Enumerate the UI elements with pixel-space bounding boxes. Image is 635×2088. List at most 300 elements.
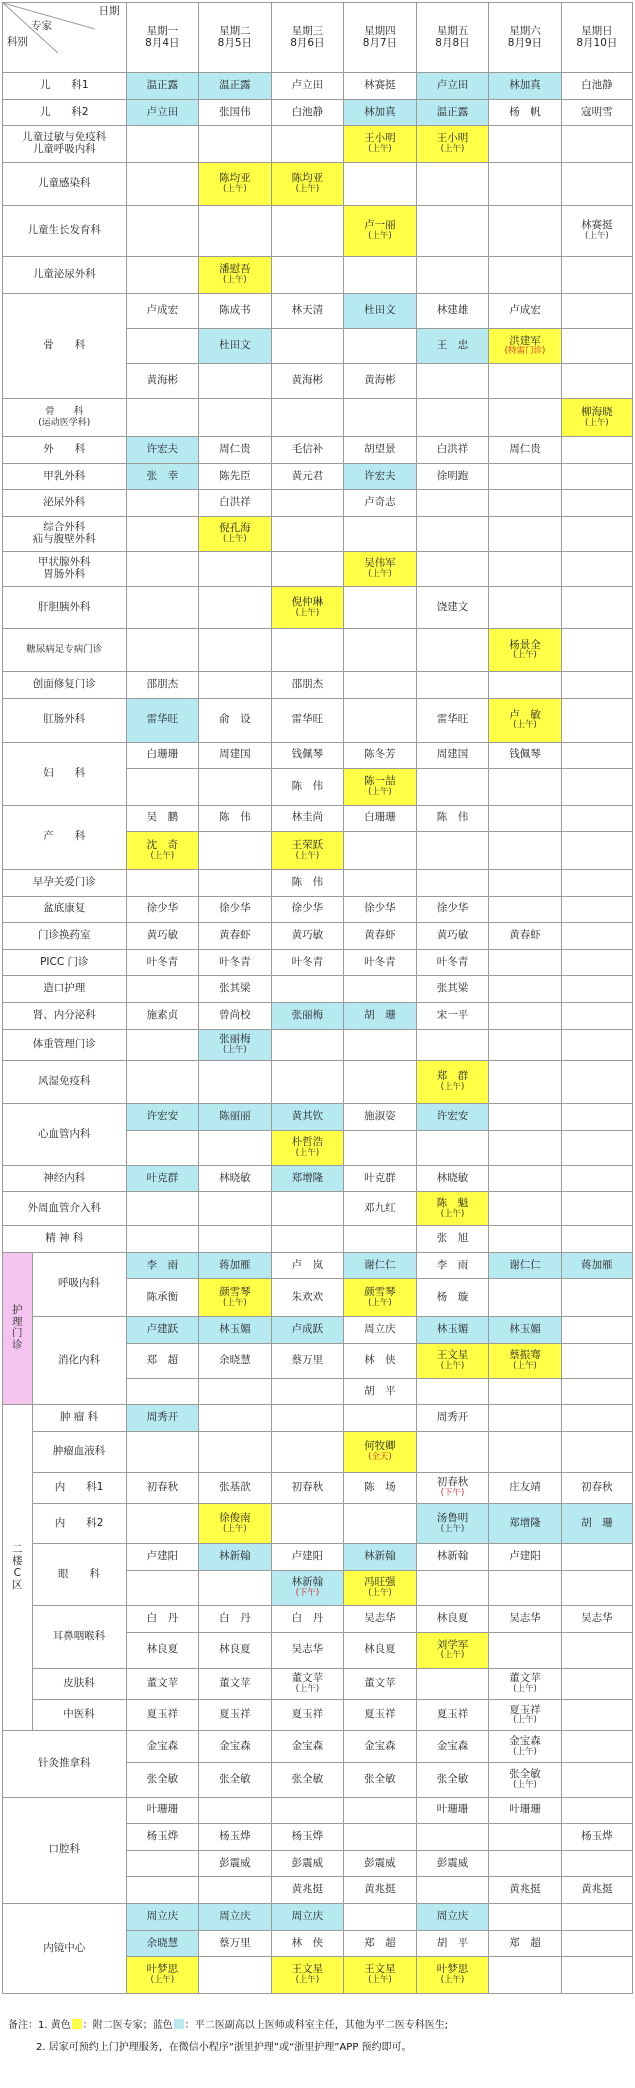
schedule-cell (344, 1570, 417, 1605)
schedule-cell (489, 1605, 562, 1632)
doctor-name: 温正露 (436, 105, 469, 118)
schedule-cell (344, 1544, 417, 1571)
dept-name-text: 妇 科 (43, 766, 86, 779)
schedule-cell (489, 742, 562, 769)
doctor-name: 黄春虾 (364, 929, 396, 942)
schedule-cell (199, 742, 272, 769)
dept-name-text: 内 科2 (54, 1516, 104, 1529)
dept-name (3, 206, 127, 256)
doctor-name: 林良夏 (364, 1643, 396, 1656)
schedule-cell (561, 629, 632, 672)
schedule-cell (489, 1632, 562, 1668)
schedule-cell (561, 1668, 632, 1699)
dept-name (3, 73, 127, 100)
schedule-cell (199, 1317, 272, 1344)
blue-swatch (174, 2019, 184, 2029)
schedule-cell (561, 1957, 632, 1994)
doctor-name: 林玉媚 (436, 1323, 469, 1335)
dept-name (3, 1903, 127, 1993)
schedule-row (3, 552, 633, 587)
schedule-cell (489, 1192, 562, 1226)
schedule-cell (126, 1378, 199, 1405)
doctor-name: 初春秋 (291, 1480, 324, 1493)
dept-name-text: 中医科 (63, 1708, 95, 1721)
group-label (3, 1252, 33, 1405)
dept-name-sub: 胃肠外科 (43, 568, 86, 581)
schedule-cell (199, 769, 272, 805)
schedule-cell (271, 672, 344, 699)
schedule-cell (561, 1632, 632, 1668)
schedule-cell (344, 1343, 417, 1378)
doctor-name: 黄兆挺 (291, 1883, 324, 1896)
schedule-cell (199, 869, 272, 896)
schedule-cell (561, 1431, 632, 1472)
schedule-cell (126, 1472, 199, 1503)
schedule-cell (489, 1903, 562, 1930)
doctor-name: 冯旺强 (364, 1576, 396, 1589)
doctor-name: 叶梦思 (146, 1963, 179, 1976)
schedule-cell (561, 1060, 632, 1103)
schedule-cell (344, 399, 417, 437)
schedule-cell (344, 552, 417, 587)
schedule-cell (561, 896, 632, 923)
schedule-cell (561, 1731, 632, 1762)
schedule-cell (344, 517, 417, 552)
schedule-cell (416, 517, 489, 552)
doctor-name: 汤鲁明 (436, 1511, 469, 1524)
doctor-name: 白 丹 (291, 1611, 324, 1624)
session-note: (上午) (513, 1779, 537, 1790)
doctor-name: 张 旭 (436, 1231, 469, 1244)
schedule-cell (126, 1343, 199, 1378)
day-header (199, 3, 272, 73)
schedule-cell (271, 437, 344, 464)
doctor-name: 白池静 (291, 105, 324, 118)
schedule-cell (489, 672, 562, 699)
dept-name (3, 587, 127, 629)
schedule-cell (271, 805, 344, 832)
schedule-cell (199, 1060, 272, 1103)
schedule-cell (489, 1544, 562, 1571)
session-note: (上午) (150, 850, 175, 861)
doctor-name: 黄巧敏 (436, 929, 469, 942)
session-note: (上午) (585, 417, 609, 428)
dept-name-text: 儿童过敏与免疫科 (22, 131, 107, 144)
dept-name-text: 针灸推拿科 (38, 1757, 91, 1770)
doctor-name: 胡望景 (364, 443, 396, 456)
doctor-name: 施淑姿 (364, 1110, 396, 1123)
schedule-cell (271, 1431, 344, 1472)
doctor-name: 谢仁仁 (509, 1258, 541, 1271)
doctor-name: 王文星 (291, 1963, 324, 1976)
dept-name (3, 1192, 127, 1226)
doctor-name: 徐少华 (364, 902, 396, 915)
schedule-cell (271, 1130, 344, 1165)
doctor-name: 卢建跃 (146, 1323, 179, 1335)
schedule-cell (199, 329, 272, 364)
schedule-cell (199, 699, 272, 742)
group-label (3, 1405, 33, 1731)
schedule-cell (416, 869, 489, 896)
schedule-cell (271, 1850, 344, 1877)
schedule-cell (416, 1957, 489, 1994)
schedule-row (3, 399, 633, 437)
doctor-name: 黄兆挺 (364, 1883, 396, 1896)
schedule-row (3, 1503, 633, 1544)
schedule-row (3, 206, 633, 256)
schedule-cell (416, 1002, 489, 1029)
schedule-cell (199, 552, 272, 587)
dept-name-text: 眼 科 (58, 1567, 101, 1580)
schedule-cell (344, 364, 417, 399)
schedule-cell (561, 1930, 632, 1957)
schedule-cell (416, 1252, 489, 1279)
schedule-row (3, 1192, 633, 1226)
doctor-name: 董文苹 (146, 1677, 179, 1690)
session-note: (上午) (440, 1523, 465, 1534)
doctor-name: 曾尚校 (219, 1008, 251, 1021)
dept-name-sub: 儿童呼吸内科 (32, 142, 96, 155)
schedule-cell (416, 949, 489, 976)
schedule-cell (344, 1762, 417, 1797)
dept-name (3, 463, 127, 490)
schedule-cell (416, 1378, 489, 1405)
doctor-name: 夏玉祥 (219, 1708, 251, 1721)
schedule-cell (271, 206, 344, 256)
session-note: (上午) (440, 1975, 465, 1986)
doctor-name: 许宏夫 (364, 469, 396, 482)
schedule-cell (271, 1570, 344, 1605)
session-note: (上午) (585, 230, 609, 241)
schedule-cell (561, 1850, 632, 1877)
schedule-cell (416, 1279, 489, 1317)
schedule-cell (416, 1605, 489, 1632)
schedule-cell (126, 1903, 199, 1930)
schedule-cell (126, 126, 199, 162)
header-corner (3, 3, 127, 73)
doctor-name: 毛信补 (291, 443, 324, 456)
schedule-cell (271, 1226, 344, 1253)
schedule-cell (489, 1002, 562, 1029)
day-name: 星期四 (364, 24, 396, 37)
schedule-cell (199, 517, 272, 552)
schedule-cell (416, 1029, 489, 1060)
doctor-name: 何牧卿 (364, 1440, 396, 1453)
schedule-cell (416, 1700, 489, 1731)
doctor-name: 董文苹 (291, 1672, 324, 1685)
doctor-name: 卢建阳 (146, 1550, 179, 1563)
session-note: (上午) (368, 1588, 392, 1599)
schedule-cell (126, 1165, 199, 1192)
doctor-name: 庄友靖 (509, 1480, 541, 1493)
doctor-name: 宋一平 (436, 1008, 469, 1021)
doctor-name: 陈均亚 (291, 172, 324, 185)
doctor-name: 叶冬青 (436, 955, 469, 968)
schedule-cell (489, 1957, 562, 1994)
doctor-name: 王文星 (436, 1349, 469, 1362)
schedule-cell (489, 517, 562, 552)
schedule-cell (126, 1279, 199, 1317)
dept-name-text: 精 神 科 (45, 1231, 84, 1244)
doctor-name: 郑增隆 (291, 1171, 324, 1184)
session-note: (上午) (295, 183, 320, 194)
dept-name (32, 1431, 126, 1472)
schedule-cell (489, 976, 562, 1003)
schedule-cell (416, 399, 489, 437)
schedule-cell (489, 587, 562, 629)
schedule-cell (561, 976, 632, 1003)
schedule-cell (199, 99, 272, 126)
doctor-name: 金宝森 (364, 1739, 396, 1752)
session-note: (上午) (440, 1650, 465, 1661)
schedule-cell (344, 99, 417, 126)
doctor-name: 叶克群 (364, 1171, 396, 1184)
schedule-cell (561, 1279, 632, 1317)
schedule-row (3, 1252, 633, 1279)
doctor-name: 陈先臣 (219, 469, 251, 482)
schedule-cell (199, 1226, 272, 1253)
schedule-cell (489, 1503, 562, 1544)
dept-name (32, 1544, 126, 1606)
schedule-cell (199, 1824, 272, 1851)
dept-name-text: 儿童生长发育科 (27, 223, 102, 236)
doctor-name: 白 丹 (146, 1611, 179, 1624)
dept-name-text: 创面修复门诊 (32, 678, 96, 691)
dept-name (3, 126, 127, 162)
schedule-cell (126, 769, 199, 805)
schedule-cell (126, 490, 199, 517)
dept-name (3, 552, 127, 587)
schedule-row (3, 463, 633, 490)
doctor-name: 卢成跃 (291, 1323, 324, 1335)
doctor-name: 余晓慧 (219, 1353, 251, 1366)
schedule-cell (344, 1605, 417, 1632)
session-note: (上午) (368, 569, 392, 580)
doctor-name: 陈成书 (219, 304, 251, 317)
schedule-cell (416, 99, 489, 126)
schedule-cell (561, 364, 632, 399)
doctor-name: 林玉媚 (219, 1323, 251, 1335)
doctor-name: 卢立田 (436, 78, 469, 91)
schedule-cell (126, 463, 199, 490)
schedule-cell (126, 162, 199, 205)
dept-name-text: 甲乳外科 (43, 469, 86, 482)
dept-name (3, 1797, 127, 1903)
doctor-name: 陈承衡 (146, 1290, 179, 1303)
yellow-swatch (72, 2019, 82, 2029)
schedule-cell (416, 1405, 489, 1432)
dept-name (3, 1002, 127, 1029)
session-note: (上午) (513, 650, 537, 661)
schedule-cell (489, 1165, 562, 1192)
schedule-cell (416, 769, 489, 805)
schedule-cell (416, 463, 489, 490)
doctor-name: 黄巧敏 (291, 929, 324, 942)
dept-name-text: 门诊换药室 (38, 929, 91, 942)
doctor-name: 白洪祥 (219, 496, 251, 509)
doctor-name: 金宝森 (219, 1739, 251, 1752)
dept-name (3, 1029, 127, 1060)
schedule-cell (271, 1029, 344, 1060)
schedule-row (3, 896, 633, 923)
schedule-cell (271, 1472, 344, 1503)
schedule-cell (561, 1903, 632, 1930)
schedule-cell (489, 1343, 562, 1378)
day-date: 8月6日 (290, 36, 325, 49)
schedule-cell (271, 1797, 344, 1824)
dept-name-text: 肛肠外科 (43, 713, 86, 726)
doctor-name: 李 雨 (146, 1258, 179, 1271)
schedule-cell (199, 256, 272, 294)
schedule-cell (344, 490, 417, 517)
day-header (416, 3, 489, 73)
doctor-name: 黄春虾 (509, 929, 541, 942)
doctor-name: 柳海晓 (581, 406, 613, 419)
schedule-cell (271, 896, 344, 923)
doctor-name: 卢 岚 (291, 1258, 324, 1271)
dept-name (32, 1252, 126, 1316)
schedule-cell (489, 1317, 562, 1344)
schedule-cell (126, 437, 199, 464)
schedule-cell (126, 364, 199, 399)
schedule-cell (199, 1431, 272, 1472)
schedule-cell (126, 869, 199, 896)
dept-name (3, 672, 127, 699)
schedule-row (3, 1605, 633, 1632)
schedule-cell (126, 832, 199, 870)
schedule-row (3, 949, 633, 976)
schedule-cell (416, 1930, 489, 1957)
doctor-name: 陈 魁 (436, 1197, 469, 1210)
dept-name-text: 皮肤科 (63, 1677, 95, 1690)
doctor-name: 周建国 (219, 748, 251, 761)
doctor-name: 温正露 (146, 78, 179, 91)
schedule-row (3, 1668, 633, 1699)
dept-name (3, 1104, 127, 1166)
doctor-name: 张国伟 (219, 105, 251, 118)
schedule-cell (271, 587, 344, 629)
doctor-name: 黄元君 (291, 469, 324, 482)
schedule-row (3, 1731, 633, 1762)
schedule-cell (199, 437, 272, 464)
schedule-cell (416, 552, 489, 587)
schedule-cell (271, 1165, 344, 1192)
doctor-name: 董文苹 (219, 1677, 251, 1690)
day-date: 8月10日 (576, 36, 618, 49)
dept-name-text: 消化内科 (58, 1353, 101, 1366)
doctor-name: 刘学军 (436, 1638, 469, 1651)
schedule-row (3, 1165, 633, 1192)
schedule-cell (489, 463, 562, 490)
header-row (3, 3, 633, 73)
dept-name (3, 1060, 127, 1103)
schedule-cell (561, 923, 632, 950)
schedule-row (3, 162, 633, 205)
schedule-cell (199, 1632, 272, 1668)
schedule-cell (344, 1731, 417, 1762)
doctor-name: 徐俊南 (219, 1511, 251, 1524)
doctor-name: 夏玉祥 (146, 1708, 179, 1721)
schedule-cell (199, 923, 272, 950)
doctor-name: 林赛挺 (581, 219, 613, 232)
schedule-cell (126, 1431, 199, 1472)
dept-name (3, 437, 127, 464)
doctor-name: 杨玉烨 (291, 1830, 324, 1843)
session-note: (上午) (440, 144, 465, 155)
day-name: 星期一 (146, 24, 179, 37)
schedule-cell (344, 1472, 417, 1503)
doctor-name: 饶建文 (436, 600, 469, 613)
schedule-cell (126, 1824, 199, 1851)
doctor-name: 张其梁 (219, 982, 251, 995)
doctor-name: 林天清 (291, 304, 324, 317)
schedule-cell (489, 126, 562, 162)
session-note: (上午) (513, 1746, 537, 1757)
corner-dept-label: 科别 (7, 36, 28, 48)
schedule-row (3, 1104, 633, 1131)
session-note: (上午) (440, 1360, 465, 1371)
doctor-name: 张其梁 (436, 982, 469, 995)
schedule-cell (344, 1317, 417, 1344)
doctor-name: 卢 敏 (509, 708, 541, 721)
dept-name (3, 1731, 127, 1797)
schedule-cell (489, 490, 562, 517)
doctor-name: 王 忠 (436, 339, 469, 352)
schedule-cell (126, 1570, 199, 1605)
schedule-cell (199, 1279, 272, 1317)
session-note: (上午) (368, 144, 392, 155)
doctor-name: 洪建军 (509, 334, 541, 347)
dept-name-text: 风湿免疫科 (38, 1075, 91, 1088)
session-note: (上午) (150, 1975, 175, 1986)
doctor-name: 周仁贵 (219, 443, 251, 456)
doctor-name: 卢立田 (291, 78, 324, 91)
dept-name-text: 肾、内分泌科 (32, 1008, 96, 1021)
schedule-cell (271, 629, 344, 672)
schedule-cell (416, 1903, 489, 1930)
schedule-cell (271, 162, 344, 205)
dept-name-text: 肿 瘤 科 (59, 1411, 99, 1424)
schedule-cell (489, 699, 562, 742)
schedule-cell (489, 1130, 562, 1165)
schedule-cell (416, 1343, 489, 1378)
session-note: (上午) (513, 1360, 537, 1371)
schedule-cell (344, 1378, 417, 1405)
schedule-row (3, 1405, 633, 1432)
schedule-cell (126, 1503, 199, 1544)
doctor-name: 杜田文 (219, 339, 251, 352)
doctor-name: 朴哲浩 (291, 1136, 324, 1149)
schedule-cell (561, 1797, 632, 1824)
schedule-cell (416, 1503, 489, 1544)
day-header (344, 3, 417, 73)
schedule-cell (416, 699, 489, 742)
doctor-name: 施素贞 (146, 1008, 179, 1021)
doctor-name: 周立庆 (146, 1909, 179, 1922)
doctor-name: 杨玉烨 (581, 1830, 613, 1843)
doctor-name: 林新翰 (436, 1550, 469, 1563)
doctor-name: 叶珊珊 (509, 1803, 541, 1816)
session-note: (上午) (440, 1208, 465, 1219)
schedule-cell (126, 1060, 199, 1103)
schedule-cell (344, 1632, 417, 1668)
schedule-cell (344, 587, 417, 629)
schedule-cell (489, 1431, 562, 1472)
doctor-name: 叶克群 (146, 1171, 179, 1184)
doctor-name: 卢成宏 (509, 304, 541, 317)
session-note: (全天) (368, 1451, 392, 1462)
schedule-cell (489, 1029, 562, 1060)
